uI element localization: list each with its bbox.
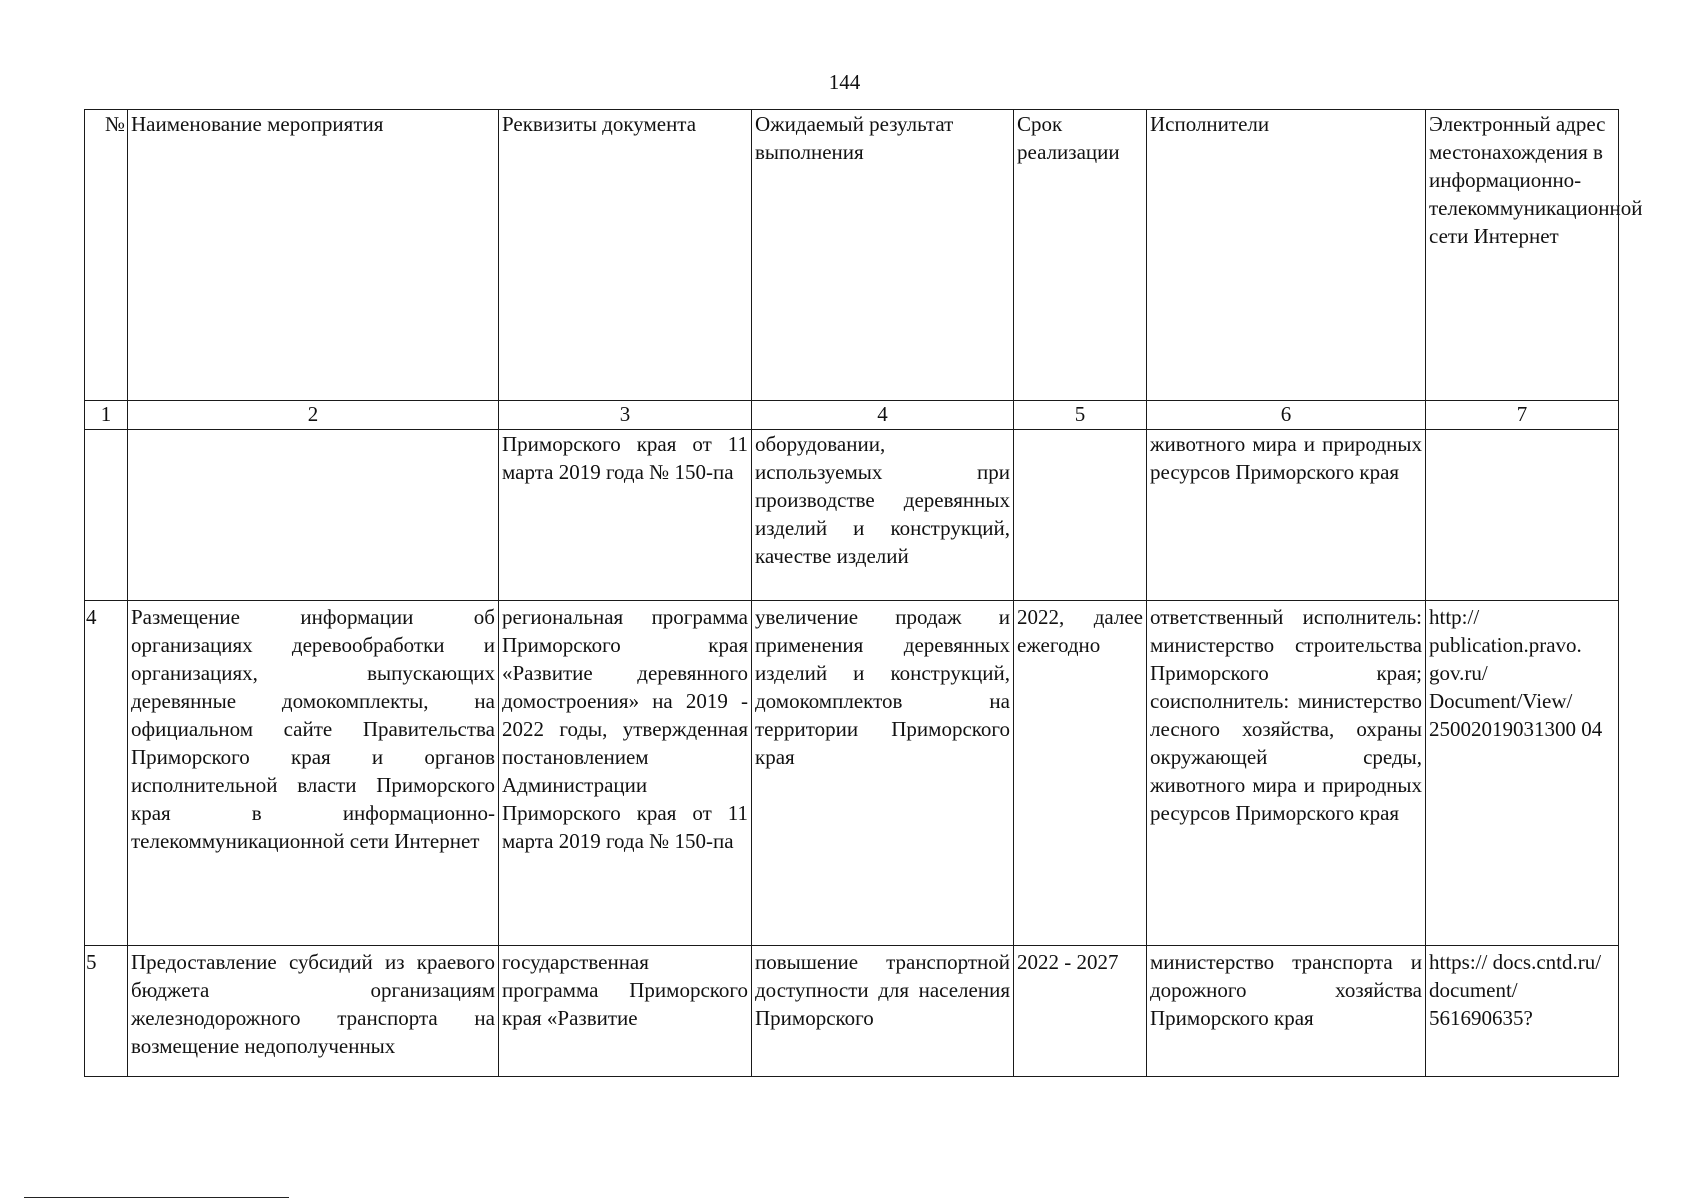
column-index-cell: 7 — [1426, 401, 1619, 430]
measure-name-cell — [128, 430, 499, 601]
document-details-cell: Приморского края от 11 марта 2019 года № 150-па — [499, 430, 752, 601]
column-index-cell: 5 — [1014, 401, 1147, 430]
url-cell — [1426, 430, 1619, 601]
table-row — [85, 601, 1619, 946]
term-cell: 2022 - 2027 — [1014, 946, 1147, 1077]
header-term: Срок реализации — [1014, 110, 1147, 401]
table-row — [85, 946, 1619, 1077]
expected-result-cell: увеличение продаж и применения деревянных изделий и конструкций, домокомплектов на территории Приморского края — [752, 601, 1014, 946]
document-details-cell: региональная программа Приморского края «Развитие деревянного домостроения» на 2019 - 2022 годы, утвержденная постановлением Администрации Приморского края от 11 марта 2019 года № 150-па — [499, 601, 752, 946]
header-number: № — [85, 110, 128, 401]
url-cell: http:// publication.pravo. gov.ru/ Document/View/ 25002019031300 04 — [1426, 601, 1619, 946]
table-row — [85, 430, 1619, 601]
column-index-cell: 2 — [128, 401, 499, 430]
row-number-cell: 4 — [85, 601, 128, 946]
header-url: Электронный адрес местонахождения в информационно-телекоммуникационной сети Интернет — [1426, 110, 1619, 401]
header-executors: Исполнители — [1147, 110, 1426, 401]
row-number-cell: 5 — [85, 946, 128, 1077]
header-row — [85, 110, 1619, 401]
footnote-rule — [24, 1197, 289, 1198]
header-document-details: Реквизиты документа — [499, 110, 752, 401]
column-index-cell: 6 — [1147, 401, 1426, 430]
term-cell: 2022, далее ежегодно — [1014, 601, 1147, 946]
measure-name-cell: Предоставление субсидий из краевого бюджета организациям железнодорожного транспорта на возмещение недополученных — [128, 946, 499, 1077]
header-expected-result: Ожидаемый результат выполнения — [752, 110, 1014, 401]
column-index-row — [85, 401, 1619, 430]
executors-cell: ответственный исполнитель: министерство строительства Приморского края; соисполнитель: министерство лесного хозяйства, охраны окружающей среды, животного мира и природных ресурсов Приморского края — [1147, 601, 1426, 946]
url-cell: https:// docs.cntd.ru/ document/ 561690635? — [1426, 946, 1619, 1077]
measure-name-cell: Размещение информации об организациях деревообработки и организациях, выпускающих деревянные домокомплекты, на официальном сайте Правительства Приморского края и органов исполнительной власти Приморского края в информационно-телекоммуникационной сети Интернет — [128, 601, 499, 946]
document-details-cell: государственная программа Приморского края «Развитие — [499, 946, 752, 1077]
expected-result-cell: оборудовании, используемых при производстве деревянных изделий и конструкций, качестве изделий — [752, 430, 1014, 601]
column-index-cell: 4 — [752, 401, 1014, 430]
expected-result-cell: повышение транспортной доступности для населения Приморского — [752, 946, 1014, 1077]
measures-table — [84, 109, 1643, 1077]
column-index-cell: 1 — [85, 401, 128, 430]
executors-cell: министерство транспорта и дорожного хозяйства Приморского края — [1147, 946, 1426, 1077]
page-number: 144 — [828, 70, 861, 94]
header-measure-name: Наименование мероприятия — [128, 110, 499, 401]
row-number-cell — [85, 430, 128, 601]
term-cell — [1014, 430, 1147, 601]
executors-cell: животного мира и природных ресурсов Приморского края — [1147, 430, 1426, 601]
column-index-cell: 3 — [499, 401, 752, 430]
